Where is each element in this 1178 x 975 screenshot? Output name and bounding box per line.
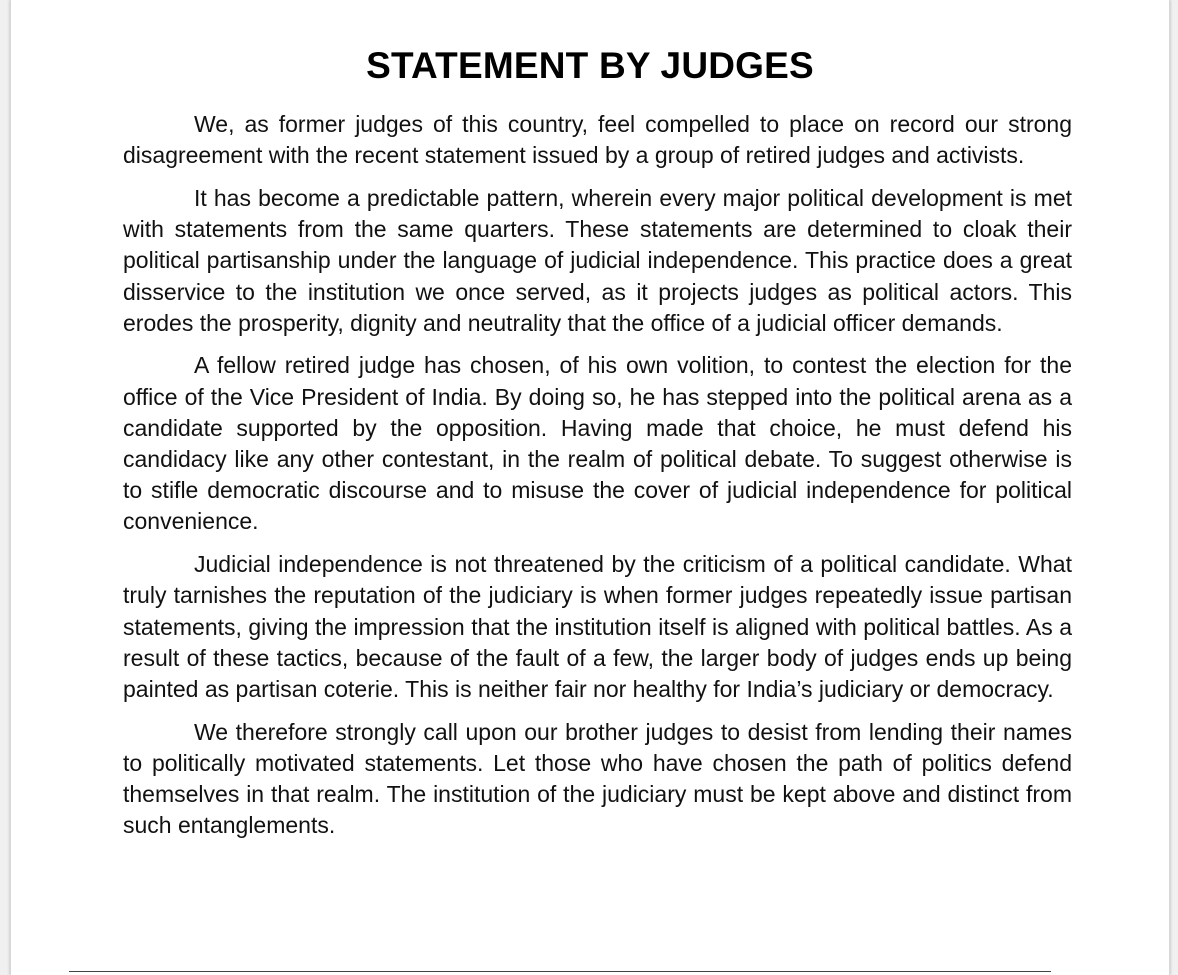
document-page bbox=[10, 0, 1170, 975]
document-body bbox=[123, 109, 1072, 853]
footer-divider bbox=[69, 971, 1051, 972]
paragraph-5: We therefore strongly call upon our brother judges to desist from lending their names to politically motivated statements. Let those who have chosen the path of politics defend themselves in that realm. The institution of the judiciary must be kept above and distinct from such entanglements. bbox=[123, 718, 1072, 839]
document-title: STATEMENT BY JUDGES bbox=[366, 45, 814, 86]
paragraph-1: We, as former judges of this country, feel compelled to place on record our strong disagreement with the recent statement issued by a group of retired judges and activists. bbox=[123, 111, 1072, 169]
paragraph-4: Judicial independence is not threatened by the criticism of a political candidate. What truly tarnishes the reputation of the judiciary is when former judges repeatedly issue partisan statements, giving the impression that the institution itself is aligned with political battles. As a result of these tactics, because of the fault of a few, the larger body of judges ends up being painted as partisan coterie. This is neither fair nor healthy for India’s judiciary or democracy. bbox=[123, 551, 1072, 702]
paragraph-2: It has become a predictable pattern, wherein every major political development is met with statements from the same quarters. These statements are determined to cloak their political partisanship under the language of judicial independence. This practice does a great disservice to the institution we once served, as it projects judges as political actors. This erodes the prosperity, dignity and neutrality that the office of a judicial officer demands. bbox=[123, 184, 1072, 336]
paragraph-3: A fellow retired judge has chosen, of his own volition, to contest the election for the office of the Vice President of India. By doing so, he has stepped into the political arena as a candidate supported by the opposition. Having made that choice, he must defend his candidacy like any other contestant, in the realm of political debate. To suggest otherwise is to stifle democratic discourse and to misuse the cover of judicial independence for political convenience. bbox=[123, 352, 1072, 535]
